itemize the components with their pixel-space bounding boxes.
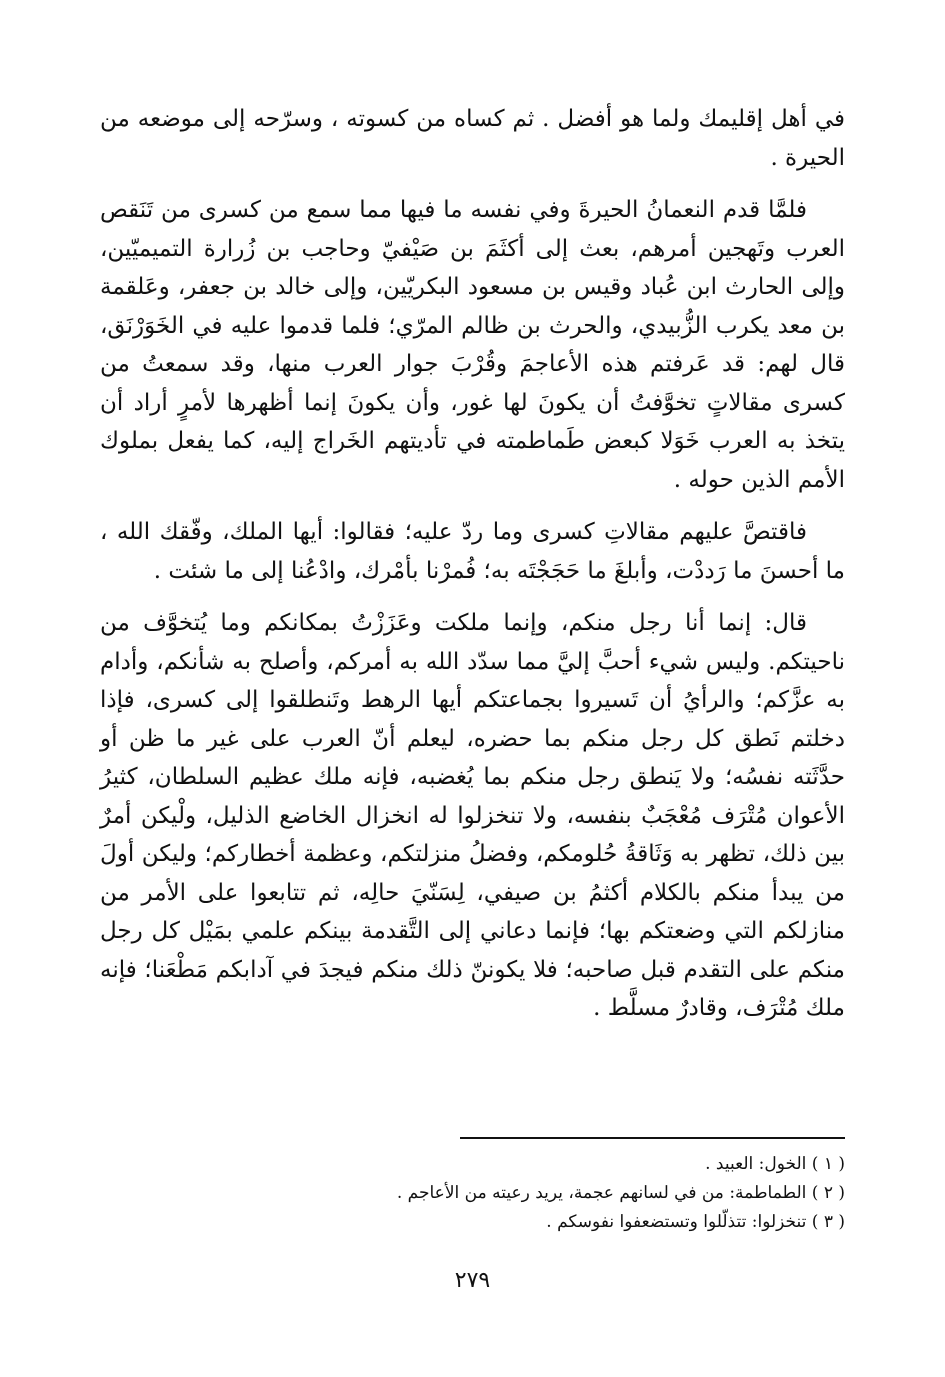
footnote-2: ( ٢ ) الطماطمة: من في لسانهم عجمة، يريد رعيته من الأعاجم . xyxy=(396,1183,845,1203)
paragraph-1: في أهل إقليمك ولما هو أفضل . ثم كساه من كسوته ، وسرّحه إلى موضعه من الحيرة . xyxy=(100,106,845,171)
page-number: ٢٧٩ xyxy=(454,1268,491,1293)
footnote-1: ( ١ ) الخول: العبيد . xyxy=(705,1154,845,1174)
footnotes xyxy=(100,1150,845,1237)
footnote-3: ( ٣ ) تنخزلوا: تتذلّلوا وتستضعفوا نفوسكم . xyxy=(546,1212,845,1232)
main-text xyxy=(100,100,845,1042)
footnote-divider xyxy=(460,1137,845,1139)
paragraph-3: فاقتصَّ عليهم مقالاتِ كسرى وما ردّ عليه؛ فقالوا: أيها الملك، وفّقك الله ، ما أحسنَ ما رَددْت، وأبلغَ ما حَجَجْتَه به؛ فُمرْنا بأمْرك، وادْعُنا إلى ما شئت . xyxy=(100,519,845,584)
paragraph-2: فلمَّا قدم النعمانُ الحيرةَ وفي نفسه ما فيها مما سمع من كسرى من تَنَقص العرب وتَهجين أمرهم، بعث إلى أكثَمَ بن صَيْفيّ وحاجب بن زُرارة التميميّين، وإلى الحارث ابن عُباد وقيس بن مسعود البكريّين، وإلى خالد بن جعفر، وعَلقمة بن معد يكرب الزُّبيدي، والحرث بن ظالم المرّي؛ فلما قدموا عليه في الخَوَرْنَق، قال لهم: قد عَرفتم هذه الأعاجمَ وقُرْبَ جوار العرب منها، وقد سمعتُ من كسرى مقالاتٍ تخوَّفتُ أن يكونَ لها غور، وأن يكونَ إنما أظهرها لأمرٍ أراد أن يتخذ به العرب خَوَلا كبعض طَماطمته في تأديتهم الخَراج إليه، كما يفعل بملوك الأمم الذين حوله . xyxy=(100,197,845,493)
paragraph-4: قال: إنما أنا رجل منكم، وإنما ملكت وعَزَزْتُ بمكانكم وما يُتخوَّف من ناحيتكم. وليس شيء أحبَّ إليَّ مما سدّد الله به أمركم، وأصلح به شأنكم، وأدام به عزَّكم؛ والرأيُ أن تَسيروا بجماعتكم أيها الرهط وتَنطلقوا إلى كسرى، فإذا دخلتم نَطق كل رجل منكم بما حضره، ليعلم أنّ العرب على غير ما ظن أو حدَّثَته نفسُه؛ ولا يَنطق رجل منكم بما يُغضبه، فإنه ملك عظيم السلطان، كثيرُ الأعوان مُتْرَف مُعْجَبٌ بنفسه، ولا تنخزلوا له انخزال الخاضع الذليل، ولْيكن أمرٌ بين ذلك، تظهر به وَثَاقةُ حُلومكم، وفضلُ منزلتكم، وعظمة أخطاركم؛ وليكن أولَ من يبدأ منكم بالكلام أكثمُ بن صيفي، لِسَنّيَ حالِه، ثم تتابعوا على الأمر من منازلكم التي وضعتكم بها؛ فإنما دعاني إلى التَّقدمة بينكم علمي بمَيْل كل رجل منكم على التقدم قبل صاحبه؛ فلا يكوننّ ذلك منكم فيجدَ في آدابكم مَطْعَنا؛ فإنه ملك مُتْرَف، وقادرٌ مسلَّط . xyxy=(100,610,845,1021)
